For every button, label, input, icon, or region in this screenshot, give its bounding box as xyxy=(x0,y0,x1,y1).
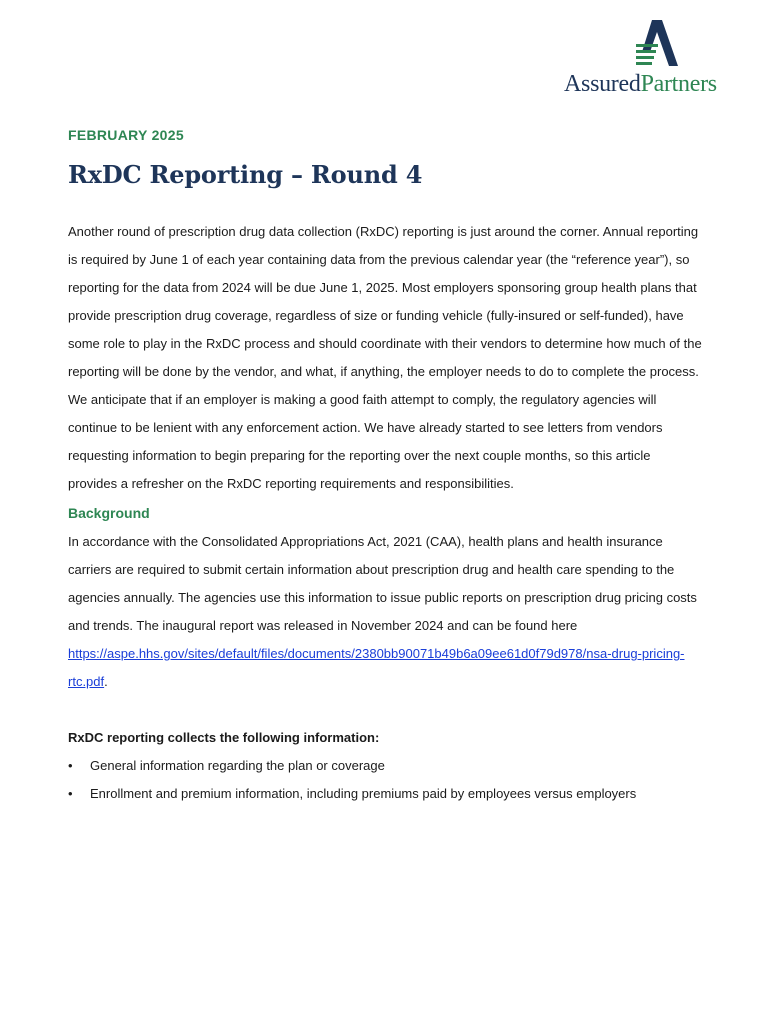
company-logo xyxy=(564,20,750,100)
background-heading: Background xyxy=(68,505,150,521)
logo-text-partners: Partners xyxy=(640,71,717,97)
page-title: RxDC Reporting – Round 4 xyxy=(68,160,423,189)
collects-heading: RxDC reporting collects the following information: xyxy=(68,730,380,745)
bullet-icon: • xyxy=(68,758,73,773)
list-item-text: Enrollment and premium information, including premiums paid by employees versus employers xyxy=(90,786,637,801)
list-item-text: General information regarding the plan or coverage xyxy=(90,758,385,773)
article-body xyxy=(68,218,702,808)
logo-wordmark xyxy=(564,70,717,98)
logo-text-assured: Assured xyxy=(564,71,641,97)
background-paragraph xyxy=(68,528,702,696)
list-item xyxy=(68,752,702,780)
link-suffix: . xyxy=(104,674,108,689)
logo-mark-icon xyxy=(636,20,678,66)
background-text: In accordance with the Consolidated Appropriations Act, 2021 (CAA), health plans and health insurance carriers are required to submit certain information about prescription drug and health care spending to the agencies annually. The agencies use this information to issue public reports on prescription drug pricing costs and trends. The inaugural report was released in November 2024 and can be found here xyxy=(68,534,697,633)
list-item xyxy=(68,780,702,808)
intro-paragraph: Another round of prescription drug data collection (RxDC) reporting is just around the corner. Annual reporting is required by June 1 of each year containing data from the previous calendar year (the “reference year”), so reporting for the data from 2024 will be due June 1, 2025. Most employers sponsoring group health plans that provide prescription drug coverage, regardless of size or funding vehicle (fully-insured or self-funded), have some role to play in the RxDC process and should coordinate with their vendors to determine how much of the reporting will be done by the vendor, and what, if anything, the employer needs to do to complete the process. We anticipate that if an employer is making a good faith attempt to comply, the regulatory agencies will continue to be lenient with any enforcement action. We have already started to see letters from vendors requesting information to begin preparing for the reporting over the next couple months, so this article provides a refresher on the RxDC reporting requirements and responsibilities. xyxy=(68,224,702,491)
report-link[interactable]: https://aspe.hhs.gov/sites/default/files/documents/2380bb90071b49b6a09ee61d0f79d978/nsa-drug-pricing-rtc.pdf xyxy=(68,646,685,689)
publication-date: FEBRUARY 2025 xyxy=(68,127,184,143)
bullet-icon: • xyxy=(68,786,73,801)
info-list xyxy=(68,752,702,808)
